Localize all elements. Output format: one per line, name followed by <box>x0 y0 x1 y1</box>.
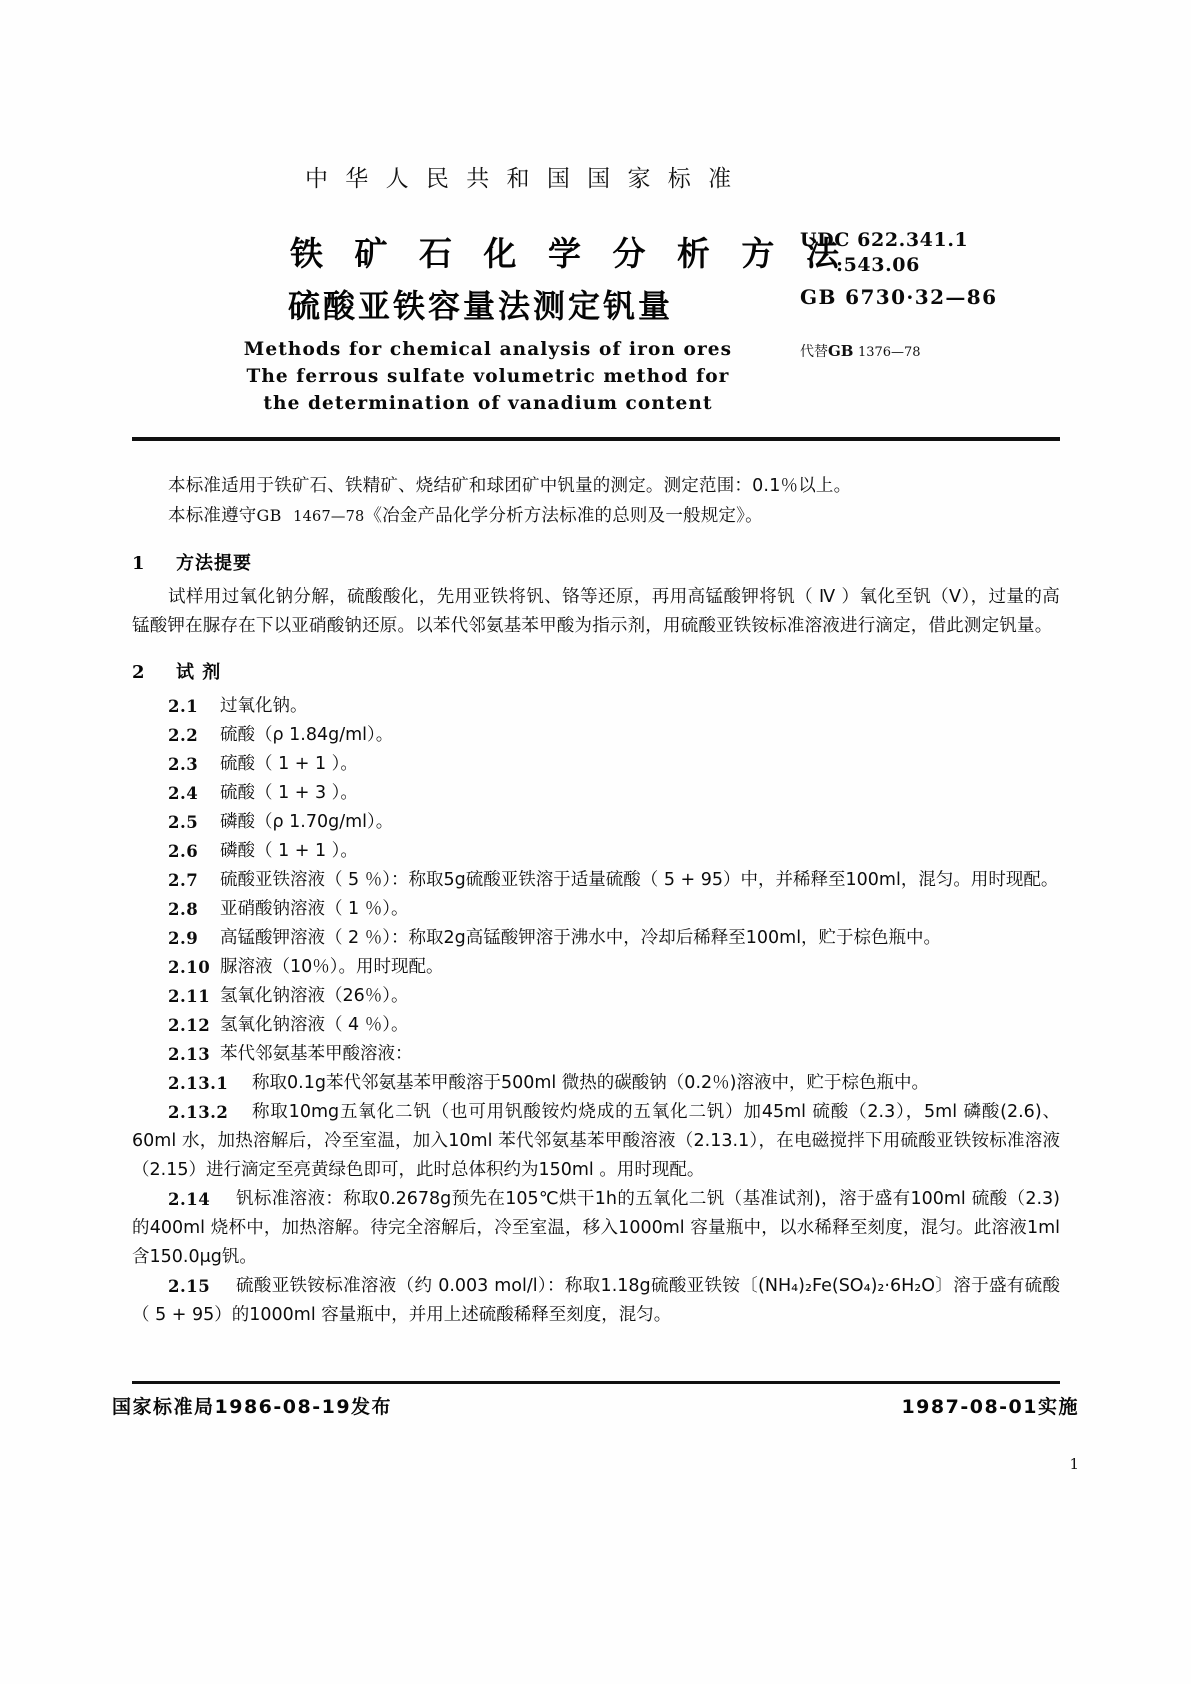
replaces-gb-prefix: GB <box>828 342 854 360</box>
section-1-heading <box>132 549 1060 575</box>
reagent-text: 苯代邻氨基苯甲酸溶液： <box>220 1044 413 1064</box>
reagent-text: 高锰酸钾溶液（ 2 ％）：称取2g高锰酸钾溶于沸水中，冷却后稀释至100ml，贮于棕色瓶中。 <box>220 928 942 948</box>
reagent-number: 2.15 <box>168 1277 211 1296</box>
title-chinese-line2: 硫酸亚铁容量法测定钒量 <box>288 287 674 325</box>
national-standard-banner: 中 华 人 民 共 和 国 国 家 标 准 <box>305 166 737 192</box>
reagent-number: 2.1 <box>168 697 199 716</box>
section-1-paragraph: 试样用过氧化钠分解，硫酸酸化，先用亚铁将钒、铬等还原，再用高锰酸钾将钒（ Ⅳ ）氧化至钒（Ⅴ），过量的高锰酸钾在脲存在下以亚硝酸钠还原。以苯代邻氨基苯甲酸为指示剂，用硫酸亚铁铵标准溶液进行滴定，借此测定钒量。 <box>132 587 1060 636</box>
reagent-number: 2.6 <box>168 842 199 861</box>
reagent-item <box>132 750 1060 779</box>
reagent-number: 2.13 <box>168 1045 211 1064</box>
page-number: 1 <box>1069 1455 1079 1473</box>
reagent-item <box>132 837 1060 866</box>
scope-gb-number: 1467—78 <box>293 509 365 525</box>
udc-line1: UDC 622.341.1 <box>800 229 969 251</box>
section-2-heading <box>132 658 1060 684</box>
reagent-number: 2.13.1 <box>168 1074 229 1093</box>
reagent-text: 亚硝酸钠溶液（ 1 ％）。 <box>220 899 409 919</box>
section-2-number: 2 <box>132 662 146 683</box>
scope-line2-post: 《冶金产品化学分析方法标准的总则及一般规定》。 <box>364 506 763 526</box>
title-english <box>238 336 738 417</box>
reagent-item <box>132 721 1060 750</box>
title-chinese-line1: 铁 矿 石 化 学 分 析 方 法 <box>290 234 849 273</box>
reagent-text: 硫酸（ 1 + 1 ）。 <box>220 754 358 774</box>
reagent-text: 氢氧化钠溶液（26％）。 <box>220 986 409 1006</box>
replaces-number: 1376—78 <box>857 345 921 360</box>
reagent-item <box>132 692 1060 721</box>
reagent-text: 称取0.1g苯代邻氨基苯甲酸溶于500ml 微热的碳酸钠（0.2％)溶液中，贮于棕色瓶中。 <box>252 1073 929 1093</box>
reagent-item <box>132 924 1060 953</box>
reagent-number: 2.3 <box>168 755 199 774</box>
reagent-item <box>132 1069 1060 1098</box>
reagent-number: 2.9 <box>168 929 199 948</box>
reagent-item <box>132 982 1060 1011</box>
scope-line2-pre: 本标准遵守 <box>168 506 257 526</box>
document-body <box>132 472 1060 1330</box>
reagent-number: 2.12 <box>168 1016 211 1035</box>
reagent-text: 氢氧化钠溶液（ 4 ％）。 <box>220 1015 409 1035</box>
reagent-item <box>132 953 1060 982</box>
reagent-item <box>132 866 1060 895</box>
reagent-text: 硫酸（ 1 + 3 ）。 <box>220 783 358 803</box>
reagent-number: 2.14 <box>168 1190 211 1209</box>
reagent-item <box>132 895 1060 924</box>
reagent-text: 硫酸（ρ 1.84g/ml）。 <box>220 725 394 745</box>
scope-line1: 本标准适用于铁矿石、铁精矿、烧结矿和球团矿中钒量的测定。测定范围：0.1％以上。 <box>168 476 852 496</box>
reagent-number: 2.8 <box>168 900 199 919</box>
reagent-item <box>132 1011 1060 1040</box>
reagent-number: 2.4 <box>168 784 199 803</box>
replaces-note <box>800 341 1030 361</box>
reagent-item <box>132 1272 1060 1330</box>
header-divider-rule <box>132 437 1060 441</box>
publish-info: 国家标准局1986-08-19发布 <box>112 1396 393 1418</box>
section-1-title: 方法提要 <box>176 553 252 574</box>
reagent-text: 磷酸（ρ 1.70g/ml）。 <box>220 812 394 832</box>
reagent-item <box>132 1040 1060 1069</box>
standard-number: GB 6730·32—86 <box>800 285 998 309</box>
reagent-number: 2.10 <box>168 958 211 977</box>
footer-divider-rule <box>132 1381 1060 1384</box>
reagent-text: 磷酸（ 1 + 1 ）。 <box>220 841 358 861</box>
title-english-line1: Methods for chemical analysis of iron ores <box>243 339 733 360</box>
reagent-text: 硫酸亚铁溶液（ 5 ％）：称取5g硫酸亚铁溶于适量硫酸（ 5 + 95）中，并稀释至100ml，混匀。用时现配。 <box>220 870 1059 890</box>
udc-line2: :543.06 <box>836 254 920 276</box>
title-english-line2: The ferrous sulfate volumetric method for <box>246 366 730 387</box>
reagent-text: 钒标准溶液：称取0.2678g预先在105℃烘干1h的五氧化二钒（基准试剂)，溶于盛有100ml 硫酸（2.3)的400ml 烧杯中，加热溶解。待完全溶解后，冷至室温，移入1000ml 容量瓶中，以水稀释至刻度，混匀。此溶液1ml 含150.0μg钒。 <box>132 1189 1060 1267</box>
reagent-number: 2.11 <box>168 987 211 1006</box>
implement-info: 1987-08-01实施 <box>901 1396 1079 1418</box>
reagent-number: 2.5 <box>168 813 199 832</box>
udc-classification <box>800 228 1000 278</box>
reagent-number: 2.13.2 <box>168 1103 229 1122</box>
reagent-text: 硫酸亚铁铵标准溶液（约 0.003 mol/l）：称取1.18g硫酸亚铁铵〔(NH₄)₂Fe(SO₄)₂·6H₂O〕溶于盛有硫酸（ 5 + 95）的1000ml 容量瓶中，并用上述硫酸稀释至刻度，混匀。 <box>132 1276 1060 1325</box>
reagent-number: 2.7 <box>168 871 199 890</box>
title-english-line3: the determination of vanadium content <box>263 393 713 414</box>
replaces-label: 代替 <box>800 344 828 360</box>
reagent-item <box>132 1098 1060 1185</box>
reagent-text: 脲溶液（10％）。用时现配。 <box>220 957 444 977</box>
reagent-text: 称取10mg五氧化二钒（也可用钒酸铵灼烧成的五氧化二钒）加45ml 硫酸（2.3），5ml 磷酸(2.6)、60ml 水，加热溶解后，冷至室温，加入10ml 苯代邻氨基苯甲酸溶液（2.13.1），在电磁搅拌下用硫酸亚铁铵标准溶液（2.15）进行滴定至亮黄绿色即可，此时总体积约为150ml 。用时现配。 <box>132 1102 1060 1180</box>
scope-line2 <box>132 501 1060 532</box>
section-2-title: 试 剂 <box>176 662 222 683</box>
reagent-number: 2.2 <box>168 726 199 745</box>
section-1-number: 1 <box>132 553 146 574</box>
reagent-item <box>132 779 1060 808</box>
reagent-item <box>132 1185 1060 1272</box>
reagent-text: 过氧化钠。 <box>220 696 308 716</box>
scope-gb-prefix: GB <box>256 506 282 525</box>
reagent-item <box>132 808 1060 837</box>
